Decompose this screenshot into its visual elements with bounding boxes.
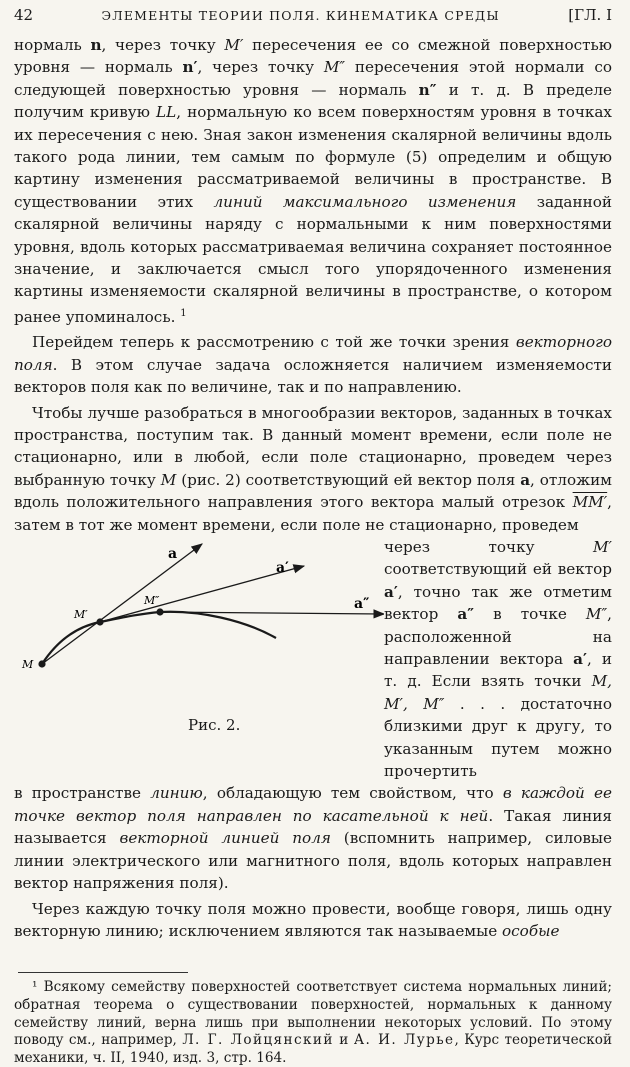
figure-side-text: через точку M′ соответствующий ей вектор a′, точно так же отметим вектор a″ в точке M″, расположенной на направлении вектора a′, и т. д. Если взять точки M, M′, M″ . . . достаточно близкими друг к другу, то указанным путем можно прочертить (384, 538, 613, 781)
chapter-mark: [ГЛ. I (568, 6, 612, 24)
page-number: 42 (14, 6, 34, 24)
paragraph-2: Перейдем теперь к рассмотрению с той же точки зрения векторного поля. В этом случае задача осложняется наличием изменяемости векторов поля как по величине, так и по направлению. (14, 333, 612, 397)
segment-MM1: MM′ (572, 493, 608, 512)
footnote-1: ¹ Всякому семейству поверхностей соответствует система нормальных линий; обратная теорема о существовании поверхностей, нормальных к данному семейству линий, верна лишь при выполнении некоторых условий. По этому поводу см., например, Л. Г. Лойцянский и А. И. Лурье, Курс теоретической механики, ч. II, 1940, изд. 3, стр. 164. (14, 979, 613, 1066)
label-a2: a″ (354, 596, 370, 612)
vector-a-arrow (42, 544, 202, 664)
point-M (38, 660, 45, 667)
running-title: ЭЛЕМЕНТЫ ТЕОРИИ ПОЛЯ. КИНЕМАТИКА СРЕДЫ (101, 8, 500, 23)
paragraph-3: Чтобы лучше разобраться в многообразии векторов, заданных в точках пространства, поступим так. В данный момент времени, если поле не стационарно, или в любой, если поле стационарно, проведем через выбранную точку M (рис. 2) соответствующий ей вектор поля a, отложим вдоль положительного направления этого вектора малый отрезок MM′, затем в тот же момент времени, если поле не стационарно, проведем (14, 403, 612, 534)
label-M1: M′ (74, 608, 88, 621)
paragraph-3-continued: в пространстве линию, обладающую тем свойством, что в каждой ее точке вектор поля направлен по касательной к ней. Такая линия называется векторной линией поля (вспомнить например, силовые линии электрического или магнитного поля, вдоль которых направлен вектор напряжения поля). (14, 784, 613, 893)
figure-with-text (14, 536, 612, 782)
label-a: a (168, 546, 178, 562)
label-M2: M″ (144, 594, 160, 607)
label-M: M (22, 658, 34, 671)
point-M1 (96, 618, 103, 625)
paragraph-4: Через каждую точку поля можно провести, вообще говоря, лишь одну векторную линию; исключением являются так называемые особые (14, 899, 612, 940)
paragraph-1: нормаль n, через точку M′ пересечения ее со смежной поверхностью уровня — нормаль n′, через точку M″ пересечения этой нормали со следующей поверхностью уровня — нормаль n″ и т. д. В пределе получим кривую LL, нормальную ко всем поверхностям уровня в точках их пересечения с нею. Зная закон изменения скалярной величины вдоль такого рода линии, тем самым по формуле (5) определим и общую картину изменения рассматриваемой величины в пространстве. В существовании этих линий максимального изменения заданной скалярной величины наряду с нормальными к ним поверхностями уровня, вдоль которых рассматриваемая величина сохраняет постоянное значение, и заключается смысл того упорядоченного изменения картины изменяемости скалярной величины в пространстве, о котором ранее упоминалось. $^1$ (14, 36, 613, 326)
running-header (14, 6, 612, 34)
footnote-rule (18, 972, 188, 973)
figure-2 (14, 536, 384, 754)
figure-caption: Рис. 2. (188, 716, 241, 734)
point-M2 (156, 608, 163, 615)
label-a1: a′ (276, 560, 289, 576)
